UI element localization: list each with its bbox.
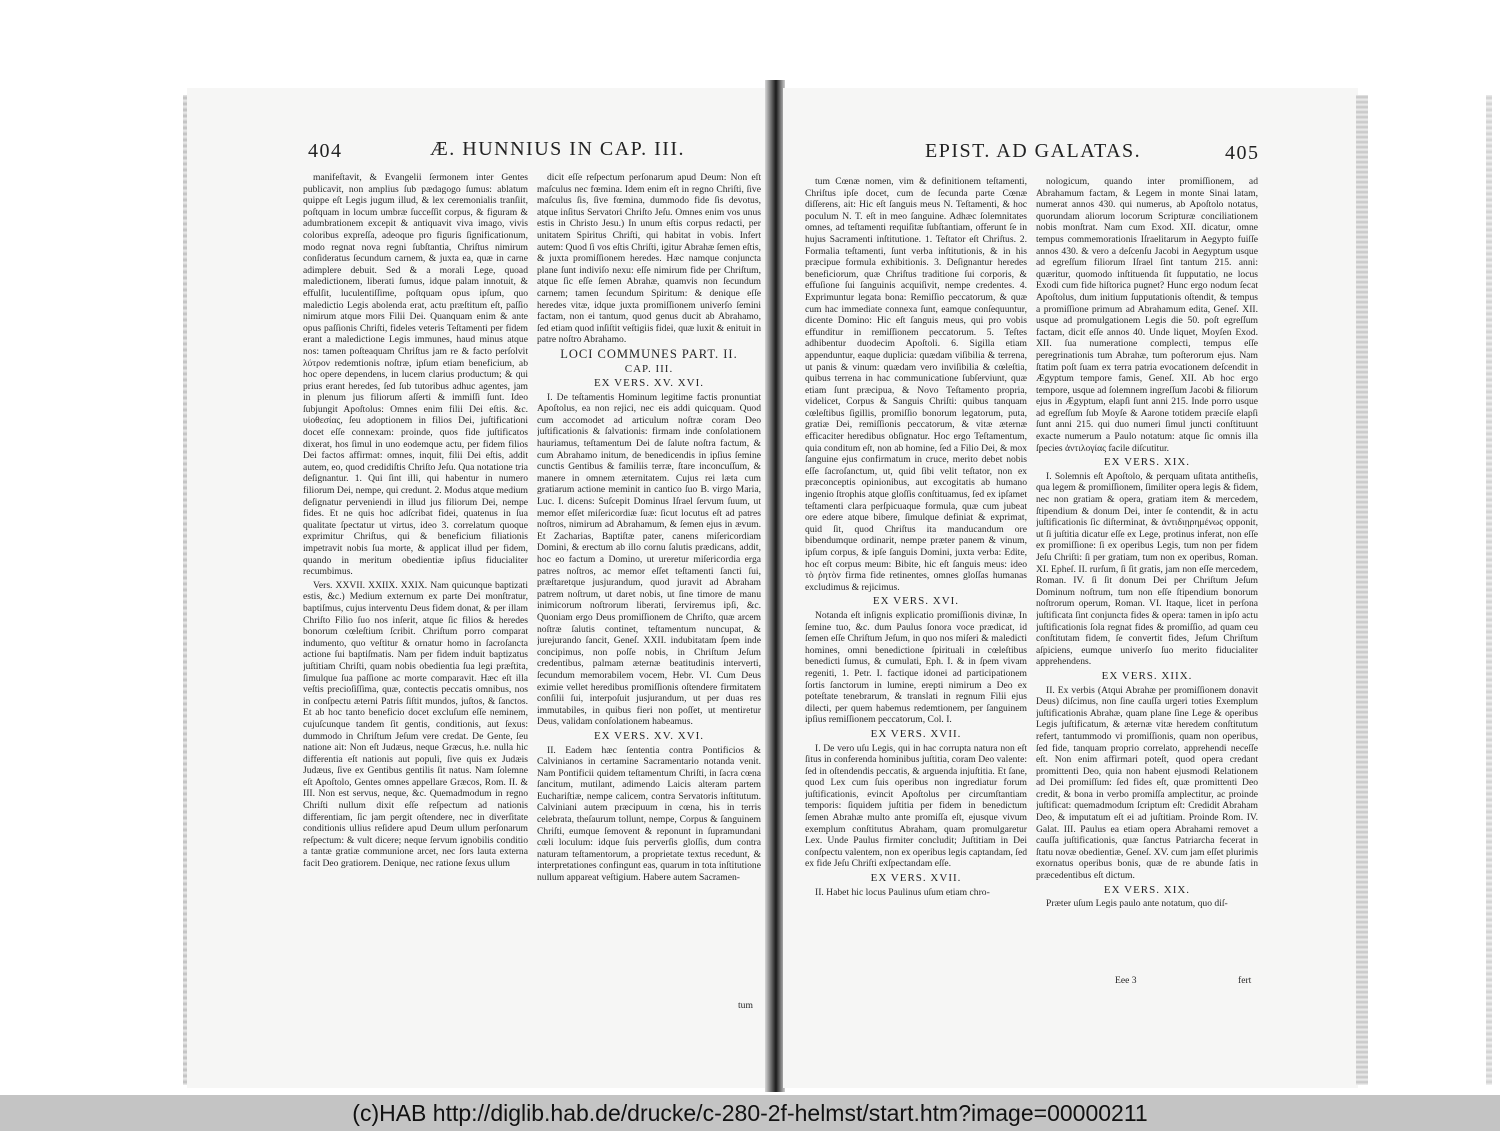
left-running-head: Æ. HUNNIUS IN CAP. III.: [430, 138, 686, 160]
section-heading-loci: LOCI COMMUNES PART. II.: [560, 346, 738, 361]
left-page-number: 404: [308, 140, 343, 162]
paragraph: II. Habet hic locus Paulinus uſum etiam chro-: [815, 886, 990, 898]
paragraph: Præter uſum Legis paulo ante notatum, quo diſ-: [1046, 898, 1228, 910]
section-heading: EX VERS. XV. XVI.: [593, 377, 705, 390]
outer-page-edge: [1486, 95, 1492, 1085]
section-heading: EX VERS. XV. XVI.: [593, 729, 705, 742]
section-heading: EX VERS. XIX.: [1103, 456, 1191, 469]
left-page-column-2: [537, 172, 761, 980]
left-page-column-1: [303, 172, 528, 972]
right-page-number: 405: [1225, 142, 1260, 164]
paragraph: tum Cœnæ nomen, vim & definitionem teſtamenti, Chriſtus ipſe docet, cum de ſecunda parte Cœnæ diſſerens, ait: Hic eſt ſanguis meus N. Teſtamenti, & hoc poculum N. T. eſt in meo ſanguine. Adhæc ſolemnitates omnes, ad teſtamenti requiſitæ ſubſtantiam, offerunt ſe in hujus Sacramenti inſtitutione. 1. Teſtator eſt Chriſtus. 2. Formalia teſtamenti, ſunt verba inſtitutionis, & in his præcipue formula exhibitionis. 3. Deſignantur heredes beneficiorum, quæ Chriſtus traditione ſui corporis, & effuſione ſui ſanguinis acquiſivit, nempe credentes. 4. Exprimuntur legata bona: Remiſſio peccatorum, & quæ cum hac immediate connexa ſunt, eamque conſequuntur, dicente Domino: Hic eſt ſanguis meus, qui pro vobis effunditur in remiſſionem peccatorum. 5. Teſtes adhibentur duodecim Apoſtoli. 6. Sigilla etiam appenduntur, eaque duplicia: quædam viſibilia & terrena, ut panis & vinum: quædam vero inviſibilia & cœleſtia, quibus terrena in hac communicatione ſubſerviunt, quæ etiam ſunt præcipua, & Novo Teſtamento propria, videlicet, Corpus & Sanguis Chriſti: quibus tanquam cœleſtibus ſigillis, promiſſio bonorum legatorum, puta, gratiæ Dei, remiſſionis peccatorum, & vitæ æternæ efficaciter heredibus obſignatur. Hoc ergo Teſtamentum, quia conditum eſt, non ab homine, ſed a Filio Dei, & mox ſanguine ejus confirmatum in cruce, merito debet nobis eſſe ſacroſanctum, ut, quid ſibi velit teſtator, non ex præconceptis opinionibus, aut excogitatis ab humano ingenio ſtrophis atque gloſſis conſtituamus, ſed ex ipſamet teſtamenti clara perſpicuaque formula, quæ cum jubeat ore edere atque bibere, ſimulque definiat & exprimat, quid ſit, quod Chriſtus ita manducandum ore bibendumque ordinarit, nempe præter panem & vinum, ipſum corpus, & ipſe ſanguis Domini, juxta verba: Edite, hoc eſt corpus meum: Bibite, hic eſt ſanguis meus: ideo τὸ ῥητὸν firma fide retinentes, omnes gloſſas humanas excludimus & rejicimus.: [805, 176, 1027, 593]
paragraph: I. De vero uſu Legis, qui in hac corrupta natura non eſt ſitus in conferenda hominibus juſtitia, coram Deo valente: ſed in oſtendendis peccatis, & arguenda injuſtitia. Et ſane, quod Lex cum ſuis operibus non ingrediatur forum juſtificationis, evincit Apoſtolus per circumſtantiam temporis: ſiquidem juſtitia per fidem in benedictum ſemen Abrahæ multo ante promiſſa eſt, ejusque vivum exemplum conſtitutus Abraham, quam promulgaretur Lex. Unde Paulus firmiter concludit; Juſtitiam in Dei conſpectu valentem, non ex operibus legis captandam, ſed ex fide Jeſu Chriſti exſpectandam eſſe.: [805, 742, 1027, 870]
paragraph: II. Eadem hæc ſententia contra Pontificios & Calvinianos in certamine Sacramentario notanda venit. Nam Pontificii quidem teſtamentum Chriſti, in ſacra cœna ſancitum, mutilant, adimendo Laicis alteram partem Euchariſtiæ, nempe calicem, contra Servatoris inſtitutum. Calviniani autem præcipuum in cœna, his in terris celebrata, theſaurum tollunt, nempe, Corpus & ſanguinem Chriſti, eumque ſemovent & reponunt in ſupramundani cœli loculum: idque ſuis perverſis gloſſis, dum contra naturam teſtamentorum, a proprietate textus recedunt, & interpretationes confingunt eas, quarum in tota inſtitutione nullum appareat veſtigium. Habere autem Sacramen-: [537, 744, 761, 884]
right-catchword: fert: [1238, 975, 1252, 986]
section-heading-cap: CAP. III.: [624, 362, 674, 375]
copyright-footer: (c)HAB http://diglib.hab.de/drucke/c-280-2f-helmst/start.htm?image=00000211: [0, 1095, 1500, 1131]
section-heading: EX VERS. XIX.: [1103, 883, 1191, 896]
section-heading: EX VERS. XVII.: [870, 727, 962, 740]
right-page-edge: [1356, 95, 1368, 1085]
section-heading: EX VERS. XVI.: [872, 595, 960, 608]
paragraph: Vers. XXVII. XXIIX. XXIX. Nam quicunque baptizati estis, &c.) Medium externum ex parte Dei monſtratur, baptiſmus, cujus interventu Deus fidem donat, & per illam Chriſto Filio ſuo nos inſerit, atque ſic filios & heredes bonorum cœleſtium ſcribit. Chriſtum porro comparat indumento, quo veſtitur & ornatur homo in ſacroſancta actione ſui baptiſmatis. Nam per fidem induit baptizatus juſtitiam Chriſti, quam nobis obedientia ſua legi præſtita, ſimulque ſua paſſione ac morte comparavit. Hæc eſt illa veſtis precioſiſſima, quæ, contectis peccatis omnibus, nos in conſpectu æterni Patris ſiſtit mundos, juſtos, & ſanctos. Et ab hoc tanto beneficio docet excluſum eſſe neminem, cujuſcunque tandem ſit gentis, conditionis, aut ſexus: dummodo in Chriſtum Jeſum vere credat. De Gente, ſeu natione ait: Non eſt Judæus, neque Græcus, h.e. nulla hic differentia eſt nationis aut populi, ſive quis ex Judæis Judæus, ſive ex Gentibus gentilis ſit natus. Nam ſolemne eſt Apoſtolo, Gentes omnes appellare Græcos, Rom. II. & III. Non est servus, neque, &c. Quemadmodum in regno Chriſti nullum dixit eſſe reſpectum ad nationis differentiam, ſic jam pergit oſtendere, nec in diverſitate conditionis ullius reſidere apud Deum ullum perſonarum reſpectum: & vult dicere; neque ſervum ignobilis conditio a tantæ gratiæ communione arcet, nec ſors lauta externa facit Deo gratiorem. Denique, nec ratione ſexus ullum: [303, 579, 528, 870]
paragraph: I. De teſtamentis Hominum legitime factis pronuntiat Apoſtolus, ea non rejici, nec eis addi quicquam. Quod cum accomodet ad articulum noſtræ coram Deo juſtificationis & ſalvationis: firmam inde conſolationem hauriamus, teſtamentum Dei de ſalute noſtra factum, & cum Abrahamo initum, de benedicendis in ipſius ſemine cunctis Gentibus & familiis terræ, ſtare inconcuſſum, & manere in omnem æternitatem. Cujus rei læta cum gratiarum actione meminit in cantico ſuo B. virgo Maria, Luc. I. dicens: Suſcepit Dominus Iſrael ſervum ſuum, ut memor eſſet miſericordiæ ſuæ: ſicut locutus eſt ad patres noſtros, nimirum ad Abrahamum, & ſemen ejus in ævum. Et Zacharias, Baptiſtæ pater, canens miſericordiam Domini, & erectum ab illo cornu ſalutis prædicans, addit, hoc eo factum a Domino, ut ureretur miſericordia erga patres noſtros, ac memor eſſet teſtamenti ſancti ſui, præſtaretque jusjurandum, quod juravit ad Abraham patrem noſtrum, ut daret nobis, ut ſine timore de manu inimicorum noſtrorum liberati, ſerviremus ipſi, &c. Quoniam ergo Deus promiſſionem de Chriſto, quæ arcem noſtræ ſalutis continet, teſtamentum nuncupat, & jurejurando ſancit, Geneſ. XXII. indubitatam ſpem inde concipimus, non poſſe nobis, in Chriſtum Jeſum credentibus, palmam æternæ beatitudinis interverti, ſecundum memorabilem vocem, Hebr. VI. Cum Deus eximie vellet heredibus promiſſionis oſtendere firmitatem conſilii ſui, interpoſuit jusjurandum, ut per duas res immutabiles, in quibus fieri non poſſet, ut mentiretur Deus, validam conſolationem habeamus.: [537, 391, 761, 728]
right-running-head: EPIST. AD GALATAS.: [925, 140, 1142, 162]
left-catchword: tum: [738, 1000, 753, 1011]
section-heading: EX VERS. XIIX.: [1101, 669, 1193, 682]
right-page-column-2: [1036, 176, 1258, 974]
book-gutter: [765, 80, 785, 1092]
paragraph: Notanda eſt inſignis explicatio promiſſionis divinæ, In ſemine tuo, &c. dum Paulus ſonora voce prædicat, id ſemen eſſe Chriſtum Jeſum, in quo nos miſeri & maledicti homines, omni benedictione ſpirituali in cœleſtibus benedicti ſumus, & cumulati, Eph. I. & in ſpem vivam regeniti, 1. Petr. I. factique idonei ad participationem ſortis ſanctorum in lumine, erepti nimirum a Deo ex poteſtate tenebrarum, & translati in regnum Filii ejus dilecti, per quem habemus redemtionem, per ſanguinem ipſius remiſſionem peccatorum, Col. I.: [805, 609, 1027, 726]
paragraph: manifeſtavit, & Evangelii ſermonem inter Gentes publicavit, non amplius ſub pædagogo ſumus: ablatum quippe eſt Legis jugum illud, & lex ceremonialis tranſiit, poſtquam in locum umbræ ſucceſſit corpus, & figuram & adumbrationem excepit & antiquavit viva imago, vivis coloribus expreſſa, adeoque pro figuris ſignificationum, modo regnat nova regni ſubſtantia, Chriſtus nimirum conſideratus ſecundum carnem, & juxta ea, quæ in carne adimplere debuit. Sed & a morali Lege, quoad maledictionem, liberati ſumus, idque palam innotuit, & effulſit, luculentiſſime, poſtquam opus ipſum, quo maledictio Legis abolenda erat, actu præſtitum eſt, paſſio nimirum atque mors Filii Dei. Quanquam enim & ante opus paſſionis Chriſti, fideles veteris Teſtamenti per fidem erant a maledictione Legis immunes, haud minus atque nos: tamen poſteaquam Chriſtus jam re & facto perſolvit λύτρον redemtionis noſtræ, ipſum etiam beneficium, ab hoc opere dependens, in lucem clarius productum; & qui prius erant heredes, ſed ſub tutoribus adhuc agentes, jam in plenum jus filiorum aſſerti & immiſſi ſunt. Ideo ſubjungit Apoſtolus: Omnes enim filii Dei eſtis. &c. υἱοθεσίας, ſeu adoptionem in filios Dei, juſtificationi docet eſſe connexam: proinde, quos fide juſtificatos dixerat, hos ſimul in uno eodemque actu, per fidem filios Dei factos affirmat: omnes, inquit, filii Dei eſtis, addit autem, eo, quod credidiſtis Chriſto Jeſu. Qua notatione tria deſignantur. 1. Qui ſint illi, qui habentur in numero filiorum Dei, nempe, qui credunt. 2. Modus atque medium deſignatur perveniendi in illud jus filiorum Dei, nempe fides. Et ne quis hoc adſcribat fidei, quatenus in ſua qualitate ſpectatur ut virtus, ideo 3. correlatum quoque exprimitur Chriſtus, qui & beneficium filiationis impetravit nobis ſua morte, & applicat illud per fidem, quando in meritum obedientiæ ipſius fiducialiter recumbimus.: [303, 172, 528, 578]
paragraph: dicit eſſe reſpectum perſonarum apud Deum: Non eſt maſculus nec fœmina. Idem enim eſt in regno Chriſti, ſive maſculus ſis, ſive fœmina, dummodo fide ſis devotus, atque inſitus Servatori Chriſto Jeſu. Omnes enim vos unus estis in Christo Jesu.) In unum eſtis corpus redacti, per unitatem Spiritus Chriſti, qui habitat in vobis. Infert autem: Quod ſi vos eſtis Chriſti, igitur Abrahæ ſemen eſtis, & juxta promiſſionem heredes. Hæc namque conjuncta plane ſunt indiviſo nexu: eſſe nimirum fide per Chriſtum, atque ſic eſſe ſemen Abrahæ, quamvis non ſecundum carnem; tamen ſecundum Spiritum: & denique eſſe heredes vitæ, idque juxta promiſſionem univerſo ſemini factam, non ei tantum, quod genus ducit ab Abrahamo, ſed etiam quod inſiſtit veſtigiis fidei, quæ luxit & enituit in patre noſtro Abrahamo.: [537, 172, 761, 346]
signature-mark: Eee 3: [1115, 975, 1137, 986]
paragraph: II. Ex verbis (Atqui Abrahæ per promiſſionem donavit Deus) diſcimus, non ſine cauſſa urgeri toties Exemplum juſtificationis Abrahæ, quam plane ſine Lege & operibus Legis juſtificatum, & æternæ vitæ heredem conſtitutum refert, tantummodo vi promiſſionis, quam non operibus, ſed fide, tanquam proprio correlato, apprehendi neceſſe eſt. Non enim affirmari poteſt, quod opera credant promittenti Deo, quia non habent ejusmodi Relationem ad Dei promiſſum: ſed fides eſt, quæ promittenti Deo credit, & bona in verbo promiſſa amplectitur, ac proinde juſtificat: quemadmodum ſcriptum eſt: Credidit Abraham Deo, & imputatum eſt ei ad juſtitiam. Proinde Rom. IV. Galat. III. Paulus ea etiam opera Abrahami removet a cauſſa juſtificationis, quæ ſanctus Patriarcha fecerat in ſtatu novæ obedientiæ, Geneſ. XV. cum jam eſſet plurimis exornatus operibus bonis, quæ de re abunde ſatis in præcedentibus eſt dictum.: [1036, 684, 1258, 882]
paragraph: nologicum, quando inter promiſſionem, ad Abrahamum factam, & Legem in monte Sinai latam, numerat annos 430. qui numerus, ab Apoſtolo notatus, quorundam aliorum locorum Scripturæ conciliationem nobis monſtrat. Nam cum Exod. XII. dicatur, omne tempus commemorationis Iſraelitarum in Aegypto fuiſſe annos 430. & vero a deſcenſu Jacobi in Aegyptum usque ad egreſſum filiorum Iſrael ſint tantum 215. anni: quæritur, quomodo inſtituenda ſit ſupputatio, ne locus Exodi cum fide hiſtorica pugnet? Hunc ergo nodum ſecat Apoſtolus, dum initium ſupputationis oſtendit, & tempus a promiſſione primum ad Abrahamum edita, Geneſ. XII. usque ad promulgationem Legis die 50. poſt egreſſum factam, dicit eſſe annos 40. Unde liquet, Moyſen Exod. XII. ſua numeratione complecti, tempus eſſe peregrinationis tum Abrahæ, tum poſterorum ejus. Nam ſtatim poſt ſuam ex terra patria evocationem deſcendit in Ægyptum tempore famis, Geneſ. XII. Ab hoc ergo tempore, usque ad ſolemnem ingreſſum Jacobi & filiorum ejus in Ægyptum, elapſi ſunt anni 215. Inde porro usque ad egreſſum ſub Moyſe & Aarone totidem præciſe elapſi ſunt anni 215. qui duo numeri ſimul juncti conſtituunt exacte numerum a Paulo notatum: atque ſic omnis illa ſpecies ἀντιλογίας facile diſcutitur.: [1036, 176, 1258, 454]
paragraph: I. Solemnis eſt Apoſtolo, & perquam uſitata antitheſis, qua legem & promiſſionem, ſimiliter opera legis & fidem, nec non gratiam & opera, gratiam item & mercedem, ſtipendium & donum Dei, inter ſe contendit, & in actu juſtificationis ſic diſterminat, & ἀντιδιῃρημένως opponit, ut ſi juſtitia dicatur eſſe ex Lege, protinus inferat, non eſſe ex promiſſione: ſi ex operibus Legis, tum non per fidem Jeſu Chriſti: ſi per gratiam, tum non ex operibus, Roman. XI. Epheſ. II. rurſum, ſi ſit gratis, jam non eſſe mercedem, Roman. IV. ſi ſit donum Dei per Chriſtum Jeſum Dominum noſtrum, tum non eſſe ſtipendium bonorum noſtrorum operum, Roman. VI. Itaque, licet in perſona juſtificata ſint conjuncta fides & opera: tamen in ipſo actu juſtificationis ſola regnat fides & promiſſio, ad quam ceu conſtitutam fidem, ſe convertit fides, Jeſum Chriſtum aſpiciens, eumque univerſo ſuo merito fiducialiter apprehendens.: [1036, 470, 1258, 668]
right-page-column-1: [805, 176, 1027, 978]
section-heading: EX VERS. XVII.: [870, 872, 962, 885]
